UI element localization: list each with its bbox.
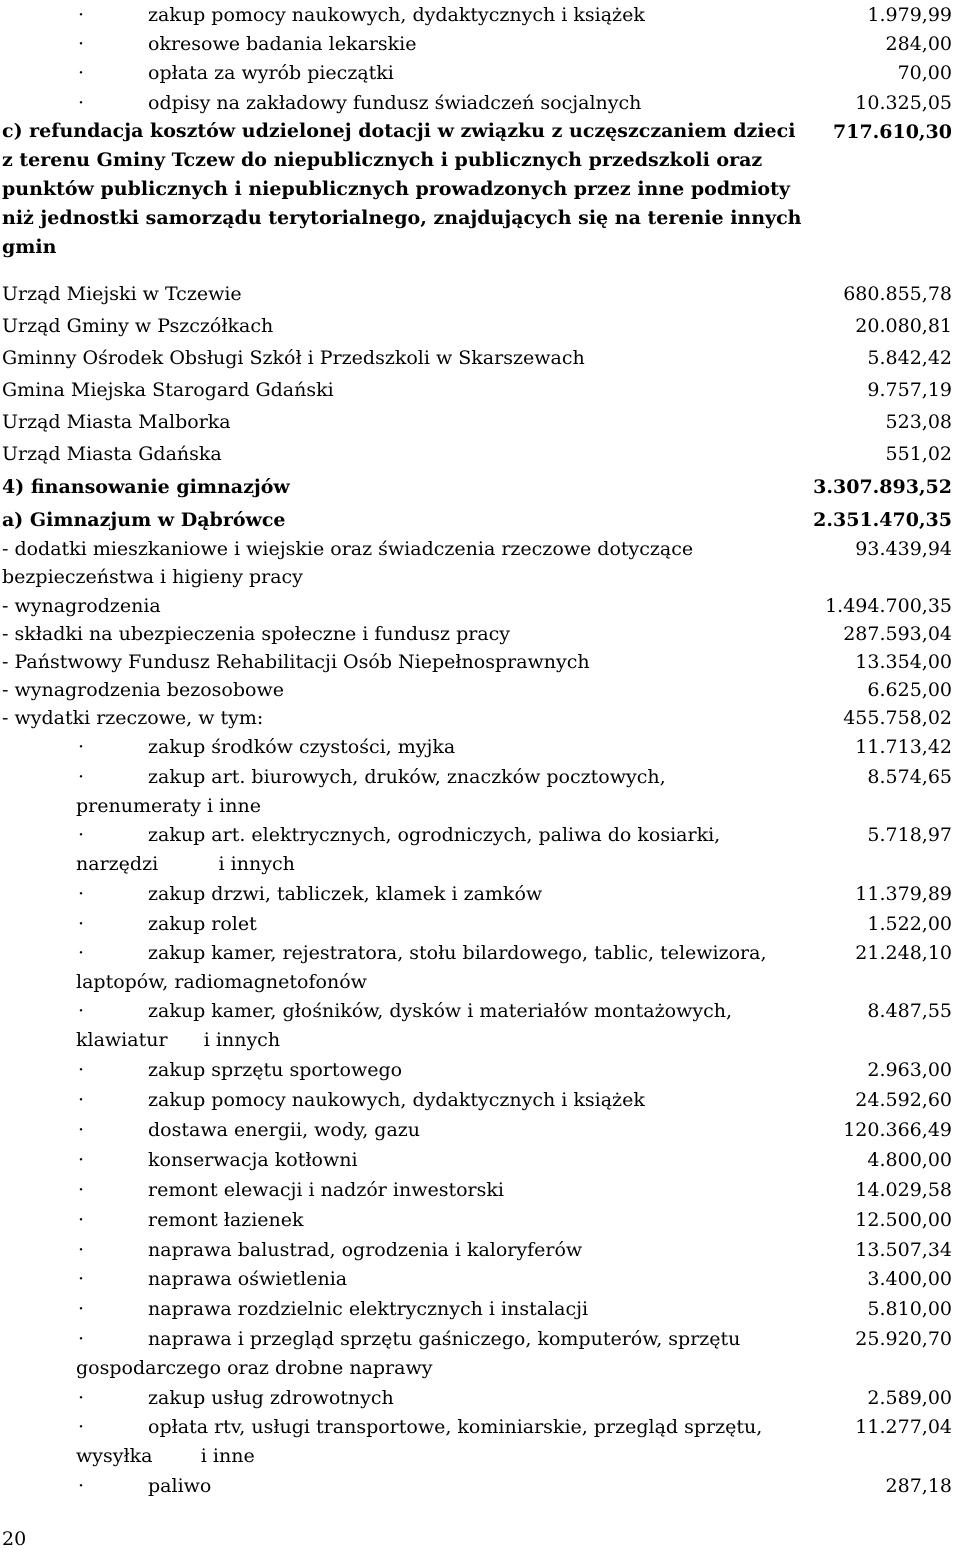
expense-row <box>0 909 960 939</box>
bullet-icon: · <box>78 1416 85 1438</box>
expense-row <box>0 996 960 1026</box>
office-amount: 20.080,81 <box>855 315 952 337</box>
bullet-icon: · <box>78 1119 85 1141</box>
gim-row <box>0 591 960 621</box>
expense-amount: 5.810,00 <box>867 1298 952 1320</box>
expense-amount: 8.574,65 <box>867 766 952 788</box>
expense-amount: 2.963,00 <box>867 1059 952 1081</box>
section-a-row <box>0 505 960 535</box>
expense-label: naprawa i przegląd sprzętu gaśniczego, komputerów, sprzętu <box>148 1328 741 1350</box>
gim-row <box>0 703 960 733</box>
office-row <box>0 439 960 469</box>
bullet-icon: · <box>78 942 85 964</box>
expense-row <box>0 1235 960 1265</box>
gim-label: - dodatki mieszkaniowe i wiejskie oraz świadczenia rzeczowe dotyczące <box>2 538 694 560</box>
gim-row <box>0 675 960 705</box>
expense-row <box>0 1412 960 1442</box>
expense-row <box>0 1264 960 1294</box>
office-label: Urząd Miasta Gdańska <box>2 443 222 465</box>
expense-amount: 11.379,89 <box>855 883 952 905</box>
expense-amount: 120.366,49 <box>843 1119 952 1141</box>
gim-amount: 455.758,02 <box>843 707 952 729</box>
section-c-amount-row <box>0 117 960 147</box>
office-row <box>0 375 960 405</box>
bullet-icon: · <box>78 913 85 935</box>
office-label: Gmina Miejska Starogard Gdański <box>2 379 334 401</box>
expense-amount: 13.507,34 <box>855 1239 952 1261</box>
gim-label: - składki na ubezpieczenia społeczne i fundusz pracy <box>2 623 511 645</box>
expense-label: zakup usług zdrowotnych <box>148 1387 394 1409</box>
office-row <box>0 343 960 373</box>
expense-label: naprawa rozdzielnic elektrycznych i instalacji <box>148 1298 589 1320</box>
expense-amount: 2.589,00 <box>867 1387 952 1409</box>
expense-label: naprawa balustrad, ogrodzenia i kaloryferów <box>148 1239 583 1261</box>
expense-label-cont: klawiatur i innych <box>76 1029 281 1051</box>
expense-row <box>0 1055 960 1085</box>
budget-row <box>0 88 960 118</box>
bullet-icon: · <box>78 1239 85 1261</box>
section-a-label: a) Gimnazjum w Dąbrówce <box>2 509 286 531</box>
expense-row <box>0 820 960 850</box>
expense-amount: 11.713,42 <box>855 736 952 758</box>
office-row <box>0 407 960 437</box>
office-label: Urząd Gminy w Pszczółkach <box>2 315 274 337</box>
expense-label-cont: narzędzi i innych <box>76 853 295 875</box>
budget-row <box>0 29 960 59</box>
bullet-icon: · <box>78 1179 85 1201</box>
office-row <box>0 311 960 341</box>
bullet-icon: · <box>78 824 85 846</box>
expense-amount: 24.592,60 <box>855 1089 952 1111</box>
office-row <box>0 279 960 309</box>
expense-row <box>0 1205 960 1235</box>
gim-label-cont: bezpieczeństwa i higieny pracy <box>2 566 303 588</box>
expense-label: zakup pomocy naukowych, dydaktycznych i książek <box>148 1089 645 1111</box>
item-amount: 1.979,99 <box>867 4 952 26</box>
gim-row-cont <box>0 562 960 592</box>
expense-label: paliwo <box>148 1475 212 1497</box>
expense-label: zakup art. elektrycznych, ogrodniczych, paliwa do kosiarki, <box>148 824 721 846</box>
bullet-icon: · <box>78 1059 85 1081</box>
item-label: zakup pomocy naukowych, dydaktycznych i książek <box>148 4 645 26</box>
expense-row <box>0 1115 960 1145</box>
expense-label: zakup kamer, rejestratora, stołu bilardowego, tablic, telewizora, <box>148 942 767 964</box>
bullet-icon: · <box>78 1000 85 1022</box>
bullet-icon: · <box>78 1475 85 1497</box>
bullet-icon: · <box>78 883 85 905</box>
item-amount: 70,00 <box>897 62 952 84</box>
budget-row <box>0 58 960 88</box>
bullet-icon: · <box>78 1149 85 1171</box>
expense-row <box>0 732 960 762</box>
bullet-icon: · <box>78 1209 85 1231</box>
gim-row <box>0 647 960 677</box>
expense-label: konserwacja kotłowni <box>148 1149 358 1171</box>
expense-row <box>0 1383 960 1413</box>
section-c-amount: 717.610,30 <box>833 121 952 143</box>
page-number: 20 <box>2 1528 27 1550</box>
expense-row-cont <box>0 967 960 997</box>
bullet-icon: · <box>78 92 85 114</box>
bullet-icon: · <box>78 62 85 84</box>
gim-label: - wynagrodzenia bezosobowe <box>2 679 284 701</box>
item-label: opłata za wyrób pieczątki <box>148 62 394 84</box>
expense-row <box>0 1294 960 1324</box>
section-c-text: c) refundacja kosztów udzielonej dotacji w związku z uczęszczaniem dzieci z terenu Gminy Tczew do niepublicznych i publicznych przedszkoli oraz punktów publicznych i niepublicznych prowadzonych przez inne podmioty niż jednostki samorządu terytorialnego, znajdujących się na terenie innych gmin <box>2 120 802 258</box>
expense-amount: 1.522,00 <box>867 913 952 935</box>
expense-amount: 11.277,04 <box>855 1416 952 1438</box>
office-label: Urząd Miejski w Tczewie <box>2 283 242 305</box>
expense-row-cont <box>0 849 960 879</box>
expense-label: remont łazienek <box>148 1209 304 1231</box>
expense-row-cont <box>0 791 960 821</box>
bullet-icon: · <box>78 1268 85 1290</box>
expense-label: zakup rolet <box>148 913 257 935</box>
gim-amount: 1.494.700,35 <box>825 595 952 617</box>
office-amount: 551,02 <box>885 443 952 465</box>
office-amount: 5.842,42 <box>867 347 952 369</box>
expense-label: zakup sprzętu sportowego <box>148 1059 403 1081</box>
office-amount: 523,08 <box>885 411 952 433</box>
item-label: odpisy na zakładowy fundusz świadczeń socjalnych <box>148 92 642 114</box>
expense-label: zakup art. biurowych, druków, znaczków pocztowych, <box>148 766 666 788</box>
item-label: okresowe badania lekarskie <box>148 33 417 55</box>
expense-label-cont: prenumeraty i inne <box>76 795 261 817</box>
expense-label: zakup środków czystości, myjka <box>148 736 456 758</box>
item-amount: 10.325,05 <box>855 92 952 114</box>
expense-row <box>0 1175 960 1205</box>
expense-row <box>0 879 960 909</box>
expense-row <box>0 762 960 792</box>
bullet-icon: · <box>78 1328 85 1350</box>
expense-amount: 287,18 <box>885 1475 952 1497</box>
expense-label-cont: laptopów, radiomagnetofonów <box>76 971 367 993</box>
bullet-icon: · <box>78 1387 85 1409</box>
expense-label: remont elewacji i nadzór inwestorski <box>148 1179 504 1201</box>
expense-amount: 12.500,00 <box>855 1209 952 1231</box>
gim-amount: 93.439,94 <box>855 538 952 560</box>
office-amount: 680.855,78 <box>843 283 952 305</box>
expense-label: zakup kamer, głośników, dysków i materiałów montażowych, <box>148 1000 732 1022</box>
expense-row-cont <box>0 1025 960 1055</box>
gim-label: - wynagrodzenia <box>2 595 161 617</box>
gim-row <box>0 619 960 649</box>
expense-row <box>0 1085 960 1115</box>
expense-label: naprawa oświetlenia <box>148 1268 348 1290</box>
expense-label: opłata rtv, usługi transportowe, kominiarskie, przegląd sprzętu, <box>148 1416 763 1438</box>
section-4-row <box>0 472 960 502</box>
expense-amount: 5.718,97 <box>867 824 952 846</box>
gim-label: - Państwowy Fundusz Rehabilitacji Osób Niepełnosprawnych <box>2 651 590 673</box>
gim-amount: 6.625,00 <box>867 679 952 701</box>
item-amount: 284,00 <box>885 33 952 55</box>
expense-label: zakup drzwi, tabliczek, klamek i zamków <box>148 883 543 905</box>
expense-amount: 4.800,00 <box>867 1149 952 1171</box>
expense-amount: 3.400,00 <box>867 1268 952 1290</box>
expense-row <box>0 938 960 968</box>
expense-row <box>0 1324 960 1354</box>
office-label: Gminny Ośrodek Obsługi Szkół i Przedszkoli w Skarszewach <box>2 347 585 369</box>
office-label: Urząd Miasta Malborka <box>2 411 231 433</box>
gim-amount: 287.593,04 <box>843 623 952 645</box>
section-4-label: 4) finansowanie gimnazjów <box>2 476 290 498</box>
expense-label-cont: wysyłka i inne <box>76 1445 255 1467</box>
bullet-icon: · <box>78 33 85 55</box>
expense-label-cont: gospodarczego oraz drobne naprawy <box>76 1357 433 1379</box>
expense-amount: 21.248,10 <box>855 942 952 964</box>
bullet-icon: · <box>78 1298 85 1320</box>
gim-row <box>0 534 960 564</box>
bullet-icon: · <box>78 4 85 26</box>
expense-amount: 8.487,55 <box>867 1000 952 1022</box>
expense-row-cont <box>0 1441 960 1471</box>
expense-row-cont <box>0 1353 960 1383</box>
bullet-icon: · <box>78 1089 85 1111</box>
section-4-amount: 3.307.893,52 <box>813 476 952 498</box>
expense-label: dostawa energii, wody, gazu <box>148 1119 421 1141</box>
expense-row <box>0 1471 960 1501</box>
section-a-amount: 2.351.470,35 <box>813 509 952 531</box>
expense-amount: 14.029,58 <box>855 1179 952 1201</box>
expense-row <box>0 1145 960 1175</box>
bullet-icon: · <box>78 766 85 788</box>
gim-amount: 13.354,00 <box>855 651 952 673</box>
gim-label: - wydatki rzeczowe, w tym: <box>2 707 264 729</box>
bullet-icon: · <box>78 736 85 758</box>
expense-amount: 25.920,70 <box>855 1328 952 1350</box>
office-amount: 9.757,19 <box>867 379 952 401</box>
budget-row <box>0 0 960 30</box>
